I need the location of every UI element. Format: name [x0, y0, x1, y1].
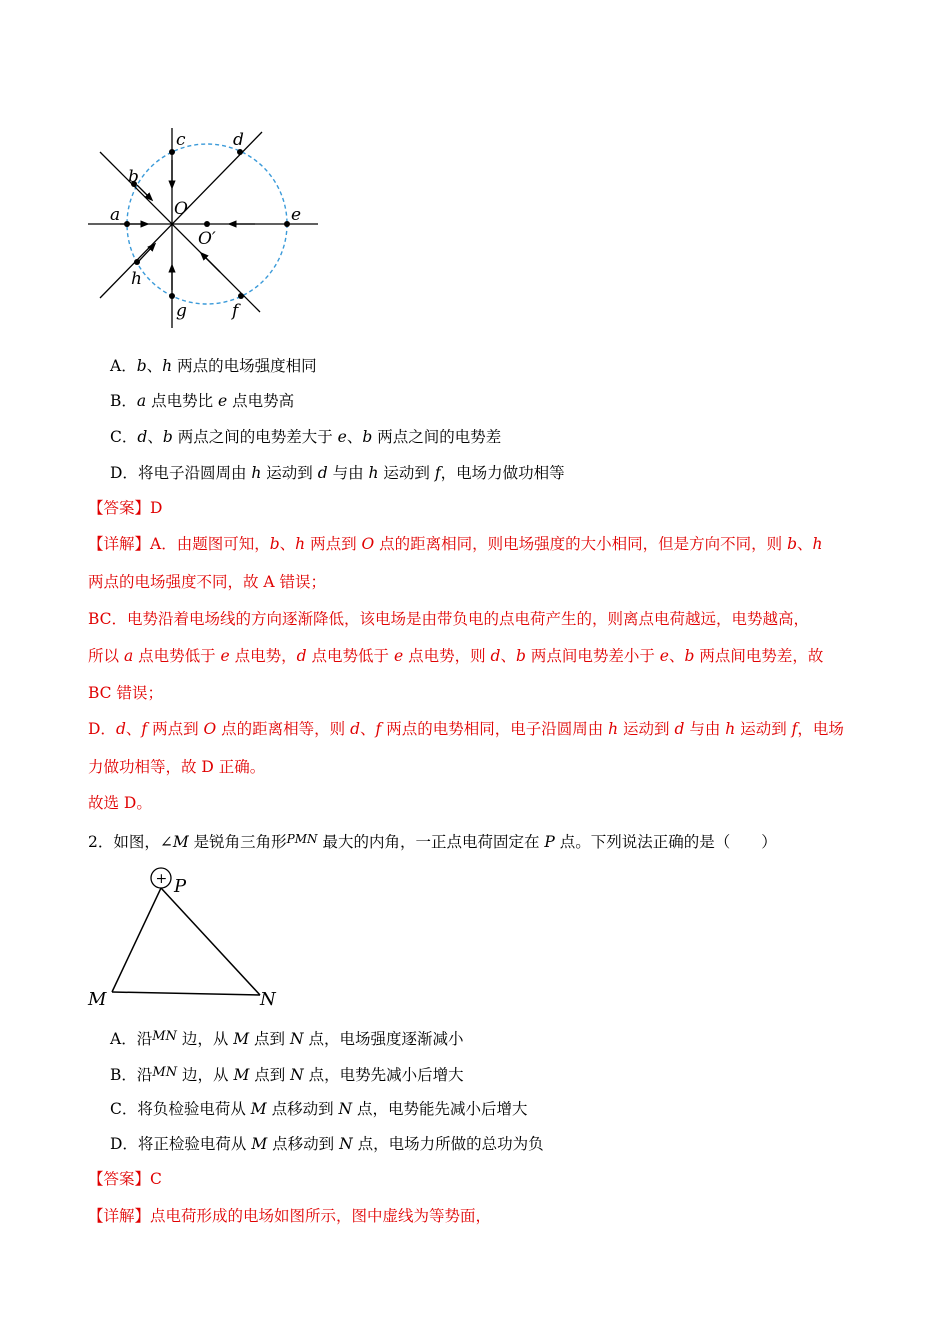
q1-option-b: B．a 点电势比 e 点电势高: [110, 392, 295, 410]
label-f: f: [232, 301, 239, 321]
label-P: P: [174, 876, 187, 897]
label-d: d: [233, 130, 244, 150]
label-h: h: [131, 269, 142, 289]
plus-sign: +: [155, 871, 168, 887]
q1-detail-line-4: 所以 a 点电势低于 e 点电势，d 点电势低于 e 点电势，则 d、b 两点间电势差小于 e、b 两点间电势差，故: [88, 647, 824, 665]
q2-option-b: B．沿$^{MN}$ 边，从 M 点到 N 点，电势先减小后增大: [110, 1065, 464, 1084]
q2-option-c: C．将负检验电荷从 M 点移动到 N 点，电势能先减小后增大: [110, 1100, 528, 1118]
q1-option-a: A．b、h 两点的电场强度相同: [110, 357, 317, 375]
label-a: a: [110, 205, 121, 225]
q2-stem: 2．如图，∠M 是锐角三角形$^{PMN}$ 最大的内角，一正点电荷固定在 P 点。下列说法正确的是（ ）: [88, 832, 777, 851]
field-line-figure: [80, 120, 320, 340]
q2-option-a: A．沿$^{MN}$ 边，从 M 点到 N 点，电场强度逐渐减小: [110, 1029, 464, 1048]
label-c: c: [176, 130, 186, 150]
label-O: O: [174, 199, 188, 219]
q1-detail-line-2: 两点的电场强度不同，故 A 错误；: [88, 573, 327, 591]
label-g: g: [176, 301, 187, 321]
q2-detail: 【详解】点电荷形成的电场如图所示，图中虚线为等势面，: [88, 1207, 492, 1225]
label-M: M: [88, 989, 107, 1010]
q1-detail-line-8: 故选 D。: [88, 794, 152, 812]
q1-option-d: D．将电子沿圆周由 h 运动到 d 与由 h 运动到 f，电场力做功相等: [110, 464, 565, 482]
q1-detail-line-1: 【详解】A．由题图可知，b、h 两点到 O 点的距离相同，则电场强度的大小相同，但是方向不同，则 b、h: [88, 535, 823, 553]
label-e: e: [291, 205, 302, 225]
q1-detail-line-5: BC 错误；: [88, 684, 163, 702]
q1-detail-line-7: 力做功相等，故 D 正确。: [88, 758, 266, 776]
label-N: N: [260, 989, 276, 1010]
q1-answer: 【答案】D: [88, 499, 163, 517]
label-b: b: [128, 167, 139, 187]
q1-option-c: C．d、b 两点之间的电势差大于 e、b 两点之间的电势差: [110, 428, 502, 446]
q1-detail-line-3: BC．电势沿着电场线的方向逐渐降低，该电场是由带负电的点电荷产生的，则离点电荷越远，电势越高，: [88, 610, 810, 628]
q1-detail-line-6: D．d、f 两点到 O 点的距离相等，则 d、f 两点的电势相同，电子沿圆周由 h 运动到 d 与由 h 运动到 f，电场: [88, 720, 844, 738]
label-O-prime: O′: [198, 229, 216, 249]
triangle-figure: [80, 860, 290, 1010]
q2-answer: 【答案】C: [88, 1170, 162, 1188]
field-line-diag-1: [100, 152, 260, 312]
q2-option-d: D．将正检验电荷从 M 点移动到 N 点，电场力所做的总功为负: [110, 1135, 544, 1153]
